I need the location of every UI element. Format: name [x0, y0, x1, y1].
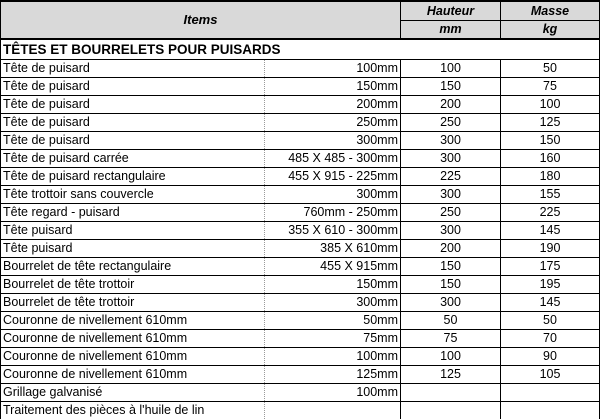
item-dimension-cell: 100mm [265, 384, 401, 402]
hauteur-cell: 100 [401, 60, 501, 78]
table-row [1, 114, 600, 132]
item-dimension-cell: 250mm [265, 114, 401, 132]
hauteur-header: Hauteur [401, 1, 501, 21]
item-dimension-cell: 300mm [265, 132, 401, 150]
masse-cell: 195 [501, 276, 600, 294]
table-row [1, 204, 600, 222]
item-dimension-cell: 125mm [265, 366, 401, 384]
table-row [1, 132, 600, 150]
item-dimension-cell: 485 X 485 - 300mm [265, 150, 401, 168]
item-dimension-cell: 50mm [265, 312, 401, 330]
hauteur-cell: 150 [401, 258, 501, 276]
masse-cell: 145 [501, 222, 600, 240]
item-name-cell: Tête de puisard [1, 96, 265, 114]
masse-cell: 180 [501, 168, 600, 186]
table-row [1, 312, 600, 330]
hauteur-cell: 250 [401, 204, 501, 222]
hauteur-cell: 225 [401, 168, 501, 186]
hauteur-cell: 300 [401, 222, 501, 240]
hauteur-cell: 100 [401, 348, 501, 366]
table-body [1, 1, 600, 419]
table-row [1, 78, 600, 96]
table-row [1, 330, 600, 348]
header-row-1 [1, 1, 600, 21]
hauteur-cell [401, 402, 501, 419]
table-row [1, 150, 600, 168]
masse-cell: 105 [501, 366, 600, 384]
table-row [1, 402, 600, 419]
hauteur-cell: 150 [401, 276, 501, 294]
hauteur-cell [401, 384, 501, 402]
item-dimension-cell: 355 X 610 - 300mm [265, 222, 401, 240]
hauteur-cell: 250 [401, 114, 501, 132]
masse-cell: 125 [501, 114, 600, 132]
item-dimension-cell: 300mm [265, 294, 401, 312]
items-header: Items [1, 1, 401, 39]
item-name-cell: Traitement des pièces à l'huile de lin [1, 402, 265, 419]
table-row [1, 384, 600, 402]
item-name-cell: Tête regard - puisard [1, 204, 265, 222]
item-dimension-cell: 200mm [265, 96, 401, 114]
table-row [1, 348, 600, 366]
hauteur-cell: 200 [401, 96, 501, 114]
item-name-cell: Tête de puisard [1, 114, 265, 132]
table-row [1, 96, 600, 114]
table-row [1, 294, 600, 312]
masse-cell: 175 [501, 258, 600, 276]
section-row [1, 39, 600, 60]
hauteur-cell: 300 [401, 150, 501, 168]
masse-cell: 155 [501, 186, 600, 204]
item-dimension-cell: 75mm [265, 330, 401, 348]
item-dimension-cell: 300mm [265, 186, 401, 204]
item-name-cell: Tête de puisard [1, 60, 265, 78]
masse-cell: 70 [501, 330, 600, 348]
masse-cell: 190 [501, 240, 600, 258]
item-dimension-cell: 150mm [265, 78, 401, 96]
hauteur-cell: 75 [401, 330, 501, 348]
table-row [1, 186, 600, 204]
masse-cell: 100 [501, 96, 600, 114]
item-dimension-cell: 385 X 610mm [265, 240, 401, 258]
masse-cell [501, 402, 600, 419]
hauteur-cell: 300 [401, 186, 501, 204]
item-dimension-cell: 100mm [265, 348, 401, 366]
item-name-cell: Tête de puisard [1, 132, 265, 150]
item-name-cell: Couronne de nivellement 610mm [1, 366, 265, 384]
item-name-cell: Bourrelet de tête trottoir [1, 294, 265, 312]
item-name-cell: Tête trottoir sans couvercle [1, 186, 265, 204]
item-name-cell: Bourrelet de tête rectangulaire [1, 258, 265, 276]
hauteur-cell: 200 [401, 240, 501, 258]
table-row [1, 60, 600, 78]
masse-cell [501, 384, 600, 402]
masse-cell: 150 [501, 132, 600, 150]
item-dimension-cell: 455 X 915mm [265, 258, 401, 276]
item-name-cell: Couronne de nivellement 610mm [1, 312, 265, 330]
hauteur-cell: 300 [401, 132, 501, 150]
masse-cell: 50 [501, 312, 600, 330]
table-row [1, 240, 600, 258]
table-row [1, 366, 600, 384]
item-dimension-cell: 100mm [265, 60, 401, 78]
hauteur-unit: mm [401, 21, 501, 40]
item-name-cell: Tête de puisard [1, 78, 265, 96]
hauteur-cell: 150 [401, 78, 501, 96]
masse-cell: 145 [501, 294, 600, 312]
item-dimension-cell: 760mm - 250mm [265, 204, 401, 222]
item-name-cell: Tête puisard [1, 240, 265, 258]
item-dimension-cell: 150mm [265, 276, 401, 294]
item-name-cell: Tête puisard [1, 222, 265, 240]
table-row [1, 222, 600, 240]
hauteur-cell: 300 [401, 294, 501, 312]
section-title: TÊTES ET BOURRELETS POUR PUISARDS [1, 39, 600, 60]
item-dimension-cell [265, 402, 401, 419]
item-dimension-cell: 455 X 915 - 225mm [265, 168, 401, 186]
item-name-cell: Tête de puisard rectangulaire [1, 168, 265, 186]
item-name-cell: Couronne de nivellement 610mm [1, 348, 265, 366]
table-row [1, 168, 600, 186]
hauteur-cell: 125 [401, 366, 501, 384]
table-row [1, 276, 600, 294]
item-name-cell: Tête de puisard carrée [1, 150, 265, 168]
masse-cell: 160 [501, 150, 600, 168]
masse-cell: 75 [501, 78, 600, 96]
masse-header: Masse [501, 1, 600, 21]
masse-cell: 225 [501, 204, 600, 222]
table-row [1, 258, 600, 276]
hauteur-cell: 50 [401, 312, 501, 330]
item-name-cell: Grillage galvanisé [1, 384, 265, 402]
masse-cell: 90 [501, 348, 600, 366]
masse-cell: 50 [501, 60, 600, 78]
item-name-cell: Bourrelet de tête trottoir [1, 276, 265, 294]
masse-unit: kg [501, 21, 600, 40]
item-name-cell: Couronne de nivellement 610mm [1, 330, 265, 348]
